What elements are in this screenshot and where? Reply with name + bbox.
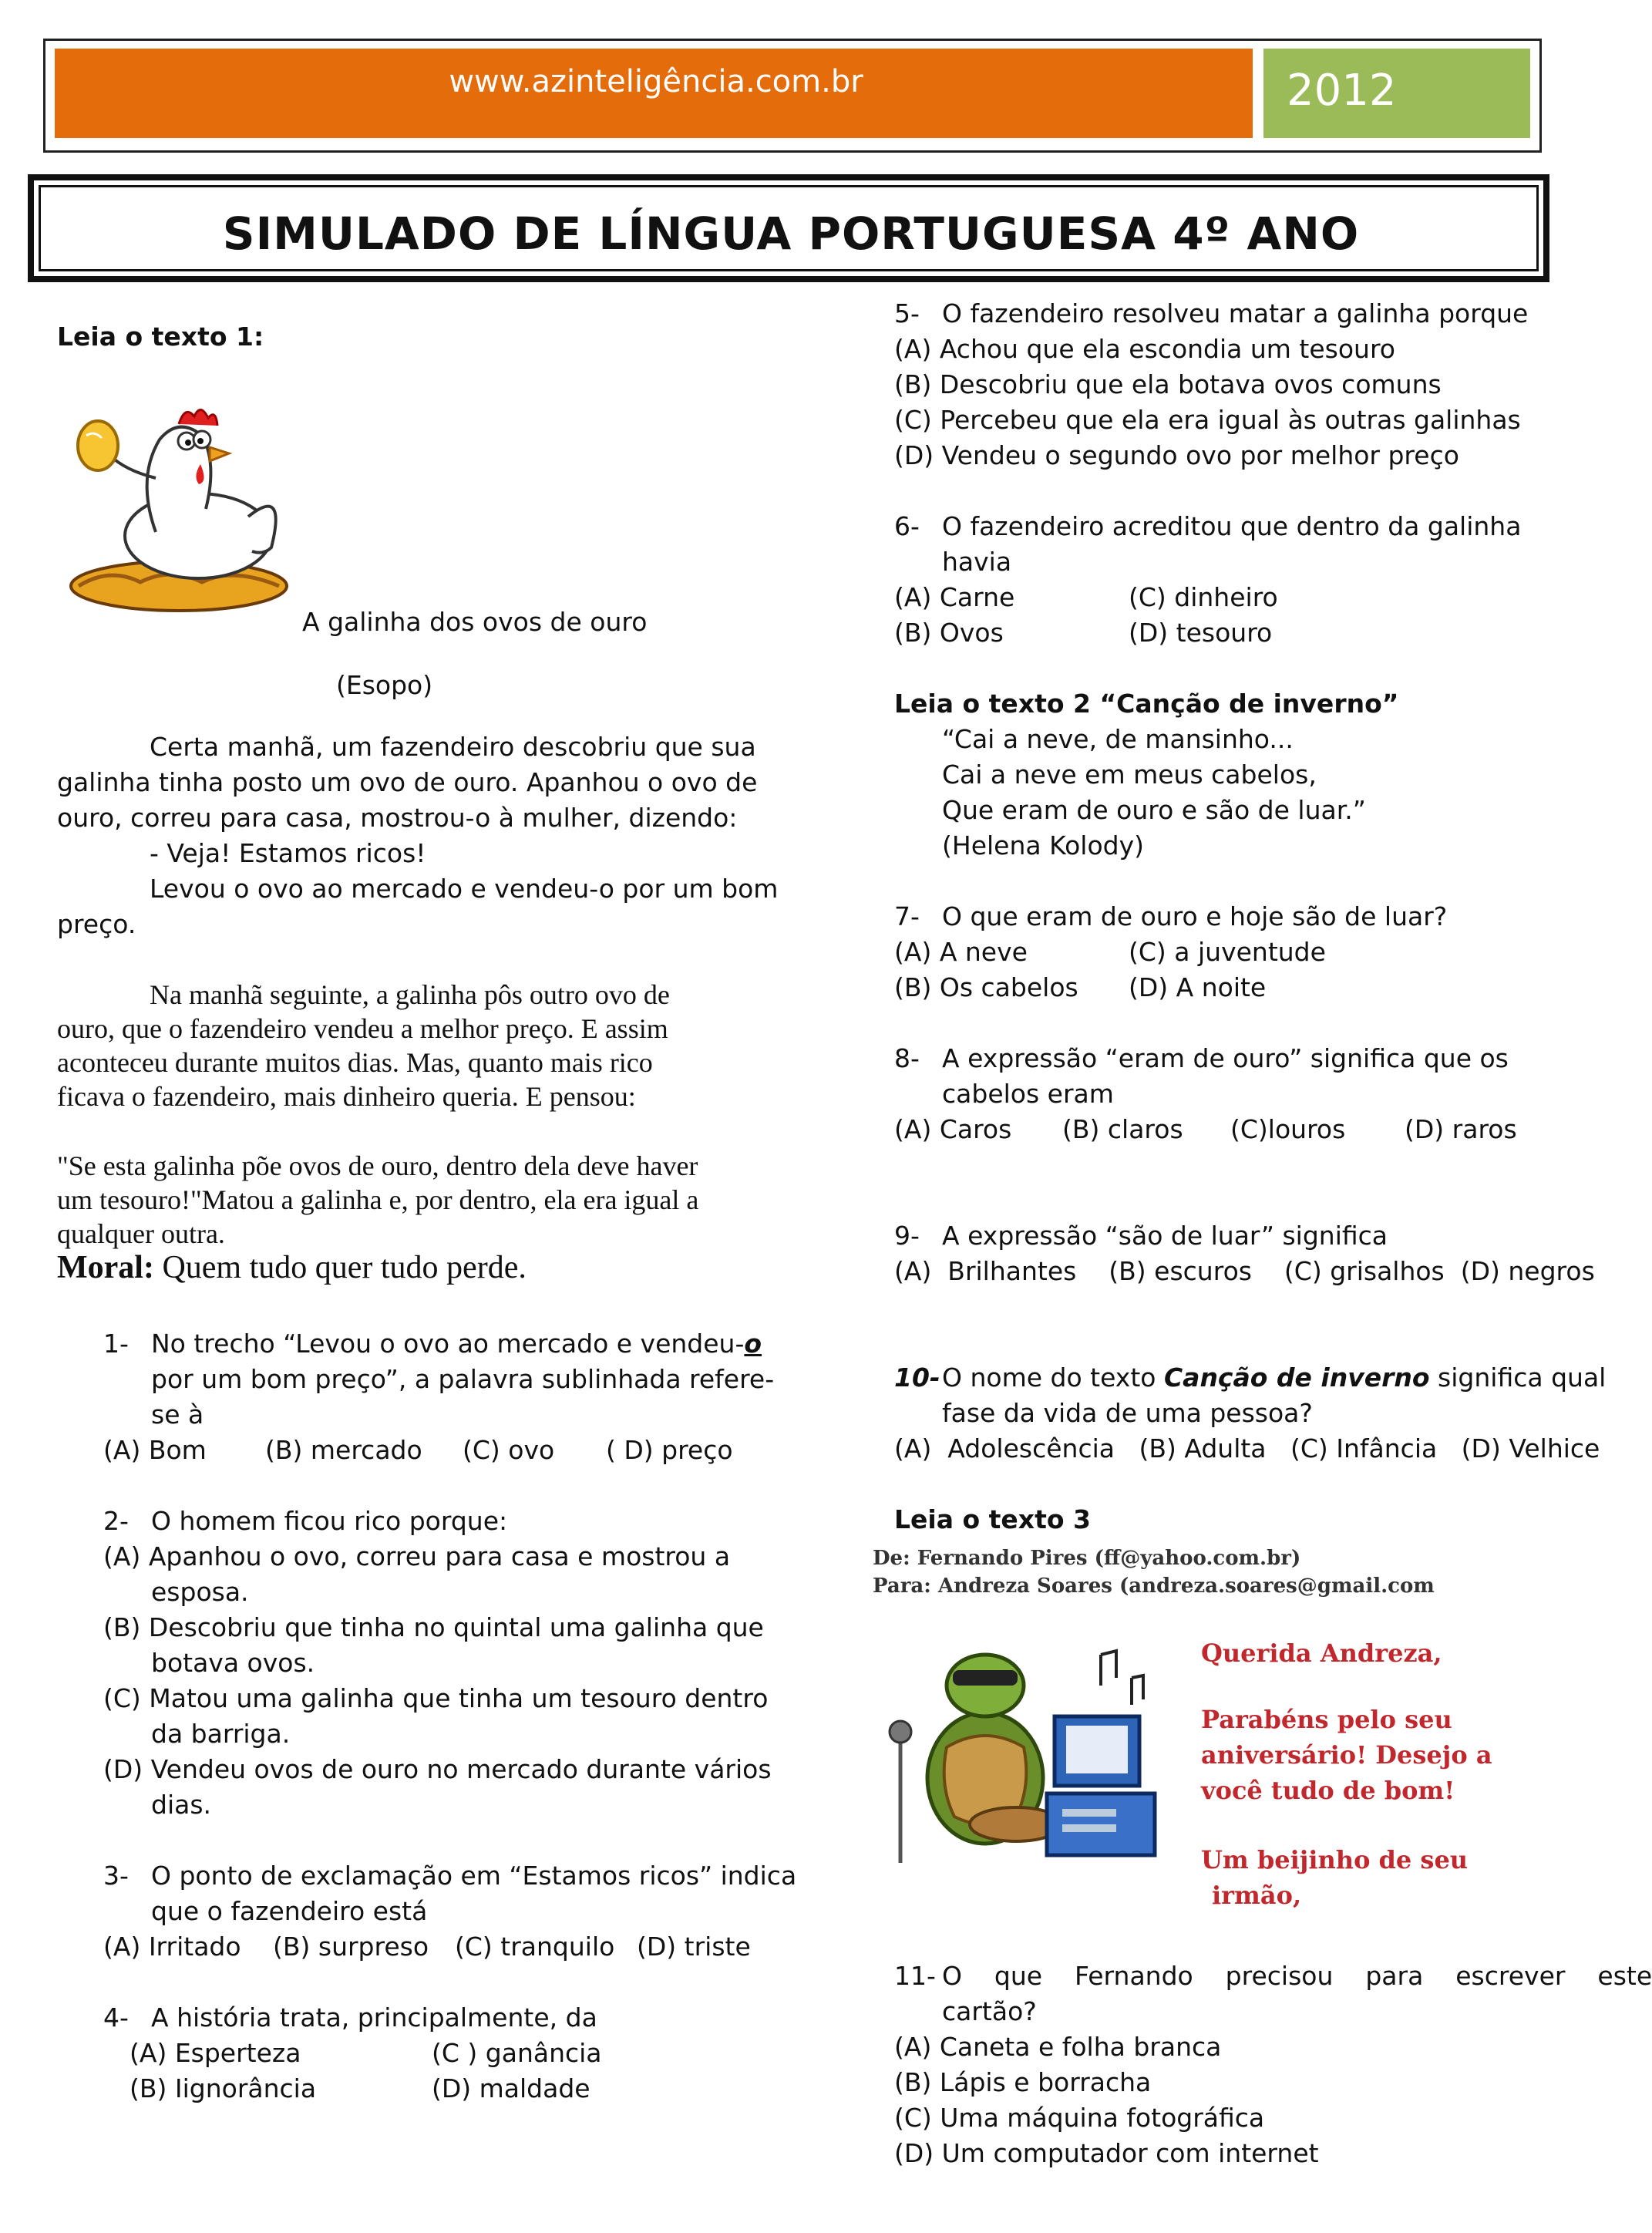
year-label: 2012 — [1287, 66, 1397, 116]
q2-option-a-cont: esposa. — [151, 1577, 249, 1607]
poem-line1: “Cai a neve, de mansinho... — [942, 724, 1294, 754]
story-p1-line6: preço. — [57, 909, 136, 939]
hen-illustration — [63, 393, 294, 625]
story-p2-line3: aconteceu durante muitos dias. Mas, quanto mais rico — [57, 1047, 653, 1078]
moral-line — [57, 1251, 527, 1285]
turtle-computer-illustration — [870, 1632, 1193, 1878]
q7-option-d[interactable]: (D) A noite — [1129, 972, 1267, 1002]
q10-options[interactable]: (A) Adolescência (B) Adulta (C) Infância (D) Velhice — [894, 1433, 1600, 1463]
q6-option-c[interactable]: (C) dinheiro — [1129, 582, 1278, 612]
q1-line1 — [151, 1326, 762, 1362]
q4-number: 4- — [103, 2002, 129, 2033]
q11-option-b[interactable]: (B) Lápis e borracha — [894, 2067, 1152, 2097]
q11-option-c[interactable]: (C) Uma máquina fotográfica — [894, 2103, 1265, 2133]
story-p3-line1: "Se esta galinha põe ovos de ouro, dentro dela deve haver — [57, 1150, 698, 1181]
q2-option-a[interactable]: (A) Apanhou o ovo, correu para casa e mostrou a — [103, 1541, 731, 1571]
q2-option-c-cont: da barriga. — [151, 1719, 291, 1749]
poem-line3: Que eram de ouro e são de luar.” — [942, 795, 1366, 825]
q5-option-b[interactable]: (B) Descobriu que ela botava ovos comuns — [894, 369, 1442, 399]
q8-line1: A expressão “eram de ouro” significa que os — [942, 1043, 1509, 1073]
q1-underlined-word: o — [744, 1329, 762, 1359]
header-url-bar — [52, 46, 1255, 140]
card-line5: Um beijinho de seu — [1201, 1845, 1469, 1874]
q9-number: 9- — [894, 1221, 920, 1251]
read-text-2: Leia o texto 2 “Canção de inverno” — [894, 689, 1399, 719]
q3-option-b[interactable]: (B) surpreso — [273, 1932, 429, 1962]
q11-line1: O que Fernando precisou para escrever este — [942, 1961, 1652, 1991]
q8-option-d[interactable]: (D) raros — [1405, 1114, 1517, 1144]
q2-option-b[interactable]: (B) Descobriu que tinha no quintal uma galinha que — [103, 1612, 764, 1642]
q10-line2: fase da vida de uma pessoa? — [942, 1398, 1313, 1428]
header-year-box — [1261, 46, 1533, 140]
story-p3-line3: qualquer outra. — [57, 1218, 225, 1249]
q7-text: O que eram de ouro e hoje são de luar? — [942, 901, 1448, 931]
q8-option-b[interactable]: (B) claros — [1062, 1114, 1183, 1144]
poem-author: (Helena Kolody) — [942, 830, 1144, 861]
card-line3: aniversário! Desejo a — [1201, 1740, 1492, 1770]
q7-option-a[interactable]: (A) A neve — [894, 937, 1028, 967]
story-p1-line5: Levou o ovo ao mercado e vendeu-o por um bom — [150, 874, 779, 904]
q2-option-d[interactable]: (D) Vendeu ovos de ouro no mercado durante vários — [103, 1754, 772, 1784]
q11-number: 11- — [894, 1961, 936, 1991]
q5-number: 5- — [894, 298, 920, 328]
q10-line1 — [942, 1360, 1606, 1396]
q1-option-a[interactable]: (A) Bom — [103, 1435, 207, 1465]
q2-option-d-cont: dias. — [151, 1790, 212, 1820]
q4-option-d[interactable]: (D) maldade — [432, 2073, 590, 2103]
story-p1-line4: - Veja! Estamos ricos! — [150, 838, 426, 868]
email-to: Para: Andreza Soares (andreza.soares@gmail.com — [873, 1575, 1435, 1598]
q6-number: 6- — [894, 511, 920, 541]
q1-line2: por um bom preço”, a palavra sublinhada refere- — [151, 1364, 775, 1394]
q8-option-a[interactable]: (A) Caros — [894, 1114, 1012, 1144]
q6-option-b[interactable]: (B) Ovos — [894, 618, 1004, 648]
card-line2: Parabéns pelo seu — [1201, 1705, 1452, 1734]
page-title: SIMULADO DE LÍNGUA PORTUGUESA 4º ANO — [222, 207, 1360, 260]
q1-number: 1- — [103, 1329, 129, 1359]
q4-option-a[interactable]: (A) Esperteza — [130, 2038, 301, 2068]
story-p1-line2: galinha tinha posto um ovo de ouro. Apanhou o ovo de — [57, 767, 758, 797]
q4-text: A história trata, principalmente, da — [151, 2002, 597, 2033]
q6-option-a[interactable]: (A) Carne — [894, 582, 1015, 612]
story-p1-line1: Certa manhã, um fazendeiro descobriu que sua — [150, 732, 756, 762]
q2-option-c[interactable]: (C) Matou uma galinha que tinha um tesouro dentro — [103, 1683, 769, 1713]
q11-option-a[interactable]: (A) Caneta e folha branca — [894, 2032, 1222, 2062]
q7-option-c[interactable]: (C) a juventude — [1129, 937, 1326, 967]
poem-line2: Cai a neve em meus cabelos, — [942, 759, 1317, 790]
moral-text: Quem tudo quer tudo perde. — [162, 1250, 527, 1285]
read-text-3: Leia o texto 3 — [894, 1504, 1091, 1534]
q6-line1: O fazendeiro acreditou que dentro da galinha — [942, 511, 1522, 541]
q8-line2: cabelos eram — [942, 1079, 1114, 1109]
q9-options[interactable]: (A) Brilhantes (B) escuros (C) grisalhos (D) negros — [894, 1256, 1595, 1286]
card-line4: você tudo de bom! — [1201, 1776, 1455, 1805]
q3-line1: O ponto de exclamação em “Estamos ricos” indica — [151, 1861, 797, 1891]
q5-option-c[interactable]: (C) Percebeu que ela era igual às outras galinhas — [894, 405, 1521, 435]
moral-label: Moral: — [57, 1250, 154, 1285]
q9-text: A expressão “são de luar” significa — [942, 1221, 1388, 1251]
q5-option-d[interactable]: (D) Vendeu o segundo ovo por melhor preço — [894, 440, 1459, 470]
q8-number: 8- — [894, 1043, 920, 1073]
q3-option-a[interactable]: (A) Irritado — [103, 1932, 241, 1962]
read-text-1: Leia o texto 1: — [57, 322, 264, 352]
q4-option-b[interactable]: (B) Iignorância — [130, 2073, 317, 2103]
q2-option-b-cont: botava ovos. — [151, 1648, 315, 1678]
q10-number: 10- — [894, 1362, 940, 1393]
story-p3-line2: um tesouro!"Matou a galinha e, por dentro, ela era igual a — [57, 1184, 699, 1215]
story-p2-line4: ficava o fazendeiro, mais dinheiro queria. E pensou: — [57, 1081, 636, 1112]
story-author: (Esopo) — [336, 670, 433, 700]
q2-text: O homem ficou rico porque: — [151, 1506, 508, 1536]
q3-line2: que o fazendeiro está — [151, 1896, 428, 1926]
email-from: De: Fernando Pires (ff@yahoo.com.br) — [873, 1547, 1301, 1570]
q10-line1-c: significa qual — [1429, 1362, 1607, 1393]
q3-option-d[interactable]: (D) triste — [637, 1932, 751, 1962]
story-p1-line3: ouro, correu para casa, mostrou-o à mulher, dizendo: — [57, 803, 738, 833]
q1-option-c[interactable]: (C) ovo — [463, 1435, 555, 1465]
q11-line2: cartão? — [942, 1996, 1037, 2026]
q7-option-b[interactable]: (B) Os cabelos — [894, 972, 1078, 1002]
card-signature: irmão, — [1212, 1881, 1302, 1910]
title-frame-inner — [39, 185, 1539, 271]
card-greeting: Querida Andreza, — [1201, 1639, 1442, 1668]
q6-option-d[interactable]: (D) tesouro — [1129, 618, 1273, 648]
q1-option-d[interactable]: ( D) preço — [606, 1435, 733, 1465]
q2-number: 2- — [103, 1506, 129, 1536]
q5-text: O fazendeiro resolveu matar a galinha porque — [942, 298, 1529, 328]
q4-option-c[interactable]: (C ) ganância — [432, 2038, 602, 2068]
q11-option-d[interactable]: (D) Um computador com internet — [894, 2138, 1319, 2168]
q1-line3: se à — [151, 1399, 204, 1430]
q7-number: 7- — [894, 901, 920, 931]
q10-line1-a: O nome do texto — [942, 1362, 1164, 1393]
q3-option-c[interactable]: (C) tranquilo — [455, 1932, 615, 1962]
q3-number: 3- — [103, 1861, 129, 1891]
q6-line2: havia — [942, 547, 1012, 577]
q8-option-c[interactable]: (C)louros — [1230, 1114, 1346, 1144]
story-p2-line2: ouro, que o fazendeiro vendeu a melhor preço. E assim — [57, 1013, 668, 1044]
story-p2-line1: Na manhã seguinte, a galinha pôs outro ovo de — [150, 979, 670, 1010]
q10-title-ref: Canção de inverno — [1163, 1362, 1430, 1393]
site-url[interactable]: www.azinteligência.com.br — [449, 64, 863, 99]
q1-option-b[interactable]: (B) mercado — [265, 1435, 422, 1465]
story-title: A galinha dos ovos de ouro — [302, 607, 648, 637]
q1-line1-text: No trecho “Levou o ovo ao mercado e vendeu- — [151, 1329, 745, 1359]
q5-option-a[interactable]: (A) Achou que ela escondia um tesouro — [894, 334, 1395, 364]
